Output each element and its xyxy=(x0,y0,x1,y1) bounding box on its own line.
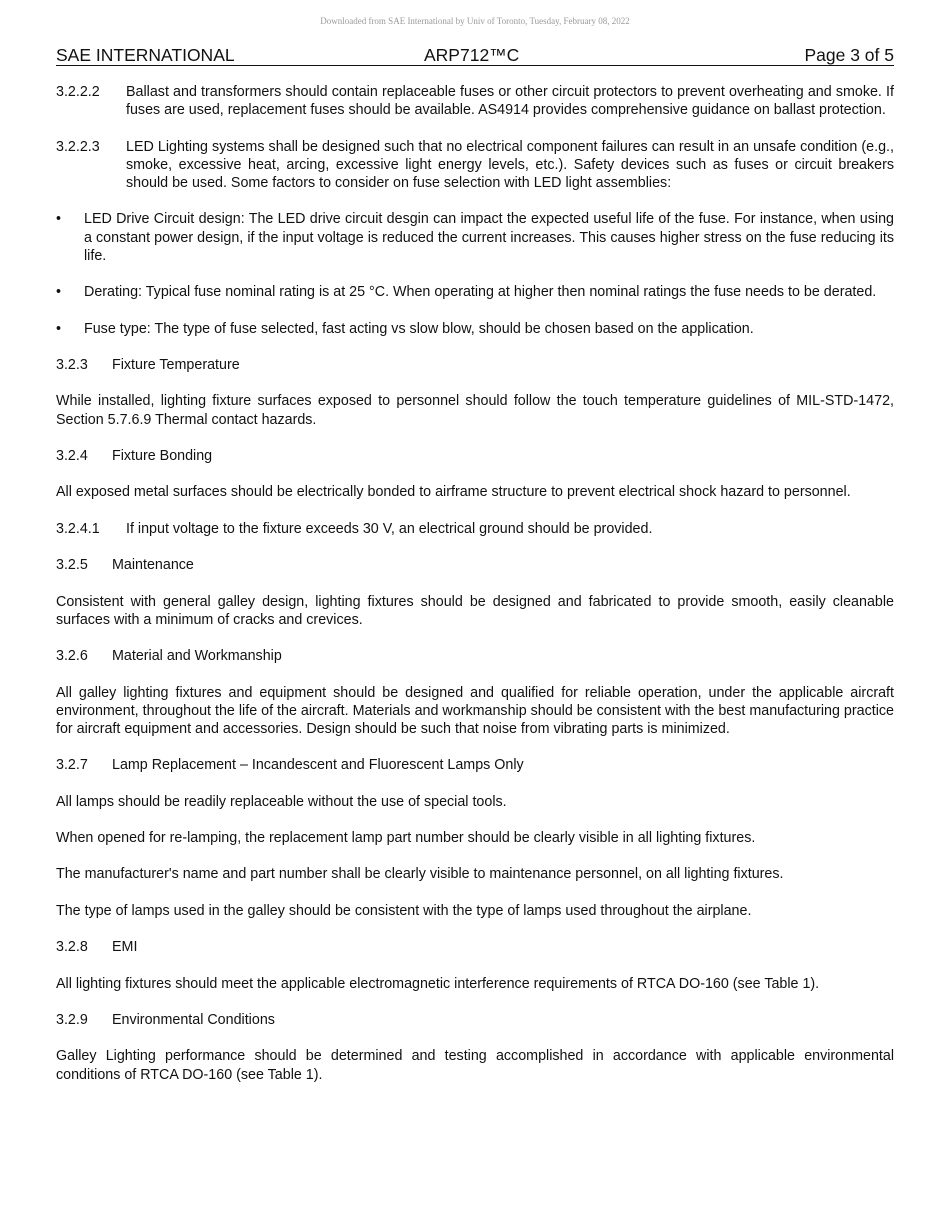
header-page-number: Page 3 of 5 xyxy=(804,45,894,65)
section-paragraph: When opened for re-lamping, the replacement lamp part number should be clearly visible in all lighting fixtures. xyxy=(56,830,756,847)
bullet-item xyxy=(56,320,894,338)
section-number: 3.2.8 xyxy=(56,939,88,956)
section-text: If input voltage to the fixture exceeds 30 V, an electrical ground should be provided. xyxy=(126,520,653,537)
bullet-glyph: • xyxy=(56,284,62,301)
section-paragraph: Galley Lighting performance should be determined and testing accomplished in accordance with applicable environmental conditions of RTCA DO-160 (see Table 1). xyxy=(56,1048,894,1083)
section-number: 3.2.4 xyxy=(56,447,88,464)
section-text: Ballast and transformers should contain replaceable fuses or other circuit protectors to prevent overheating and smoke. If fuses are used, replacement fuses should be available. AS4914 provides comprehensive guidance on ballast protection. xyxy=(126,84,894,119)
section-number: 3.2.3 xyxy=(56,356,88,373)
section-title: Fixture Bonding xyxy=(112,447,213,464)
section-title: Lamp Replacement – Incandescent and Fluorescent Lamps Only xyxy=(112,757,524,774)
section-title: Maintenance xyxy=(112,557,194,574)
section-paragraph: While installed, lighting fixture surfaces exposed to personnel should follow the touch temperature guidelines of MIL-STD-1472, Section 5.7.6.9 Thermal contact hazards. xyxy=(56,393,894,428)
section-heading-3-2-9 xyxy=(56,1011,894,1029)
download-watermark: Downloaded from SAE International by Univ of Toronto, Tuesday, February 08, 2022 xyxy=(320,16,630,26)
section-paragraph: All exposed metal surfaces should be electrically bonded to airframe structure to prevent electrical shock hazard to personnel. xyxy=(56,484,851,501)
section-number: 3.2.6 xyxy=(56,648,88,665)
section-number: 3.2.2.3 xyxy=(56,138,100,155)
bullet-text: Fuse type: The type of fuse selected, fast acting vs slow blow, should be chosen based on the application. xyxy=(84,320,754,337)
section-title: Environmental Conditions xyxy=(112,1012,275,1029)
section-number: 3.2.9 xyxy=(56,1012,88,1029)
section-text: LED Lighting systems shall be designed such that no electrical component failures can result in an unsafe condition (e.g., smoke, excessive heat, arcing, excessive light energy levels, etc.). Safety devices such as fuses or circuit breakers should be used. Some factors to consider on fuse selection with LED light assemblies: xyxy=(126,138,894,191)
bullet-item xyxy=(56,283,894,301)
section-heading-3-2-3 xyxy=(56,356,894,374)
section-number: 3.2.2.2 xyxy=(56,84,100,100)
bullet-glyph: • xyxy=(56,320,62,337)
section-heading-3-2-8 xyxy=(56,938,894,956)
bullet-glyph: • xyxy=(56,211,62,228)
section-paragraph: The manufacturer's name and part number shall be clearly visible to maintenance personnel, on all lighting fixtures. xyxy=(56,866,784,883)
section-3-2-2-3 xyxy=(56,138,894,193)
section-title: EMI xyxy=(112,939,138,956)
section-3-2-2-2 xyxy=(56,83,894,119)
bullet-text: Derating: Typical fuse nominal rating is at 25 °C. When operating at higher then nominal ratings the fuse needs to be derated. xyxy=(84,284,877,301)
section-paragraph: All lamps should be readily replaceable without the use of special tools. xyxy=(56,793,507,810)
section-number: 3.2.5 xyxy=(56,557,88,574)
section-title: Material and Workmanship xyxy=(112,648,282,665)
section-heading-3-2-7 xyxy=(56,756,894,774)
document-body xyxy=(56,83,894,1102)
section-heading-3-2-4 xyxy=(56,447,894,465)
section-3-2-4-1 xyxy=(56,520,894,538)
section-number: 3.2.7 xyxy=(56,757,88,774)
header-organization: SAE INTERNATIONAL xyxy=(56,45,235,65)
section-paragraph: Consistent with general galley design, lighting fixtures should be designed and fabricated to provide smooth, easily cleanable surfaces with a minimum of cracks and crevices. xyxy=(56,593,894,628)
section-paragraph: The type of lamps used in the galley should be consistent with the type of lamps used throughout the airplane. xyxy=(56,902,752,919)
section-title: Fixture Temperature xyxy=(112,356,240,373)
page-header xyxy=(56,43,894,66)
bullet-item xyxy=(56,210,894,265)
section-number: 3.2.4.1 xyxy=(56,520,100,537)
section-heading-3-2-6 xyxy=(56,647,894,665)
bullet-text: LED Drive Circuit design: The LED drive circuit desgin can impact the expected useful life of the fuse. For instance, when using a constant power design, if the input voltage is reduced the current increases. This causes higher stress on the fuse reducing its life. xyxy=(84,211,894,264)
section-paragraph: All galley lighting fixtures and equipment should be designed and qualified for reliable operation, under the applicable aircraft environment, throughout the life of the aircraft. Materials and workmanship should be consistent with the best manufacturing practice for aircraft equipment and accessories. Design should be such that noise from vibrating parts is minimized. xyxy=(56,684,894,737)
header-document-id: ARP712™C xyxy=(424,45,520,65)
section-paragraph: All lighting fixtures should meet the applicable electromagnetic interference requirements of RTCA DO-160 (see Table 1). xyxy=(56,975,820,992)
section-heading-3-2-5 xyxy=(56,556,894,574)
